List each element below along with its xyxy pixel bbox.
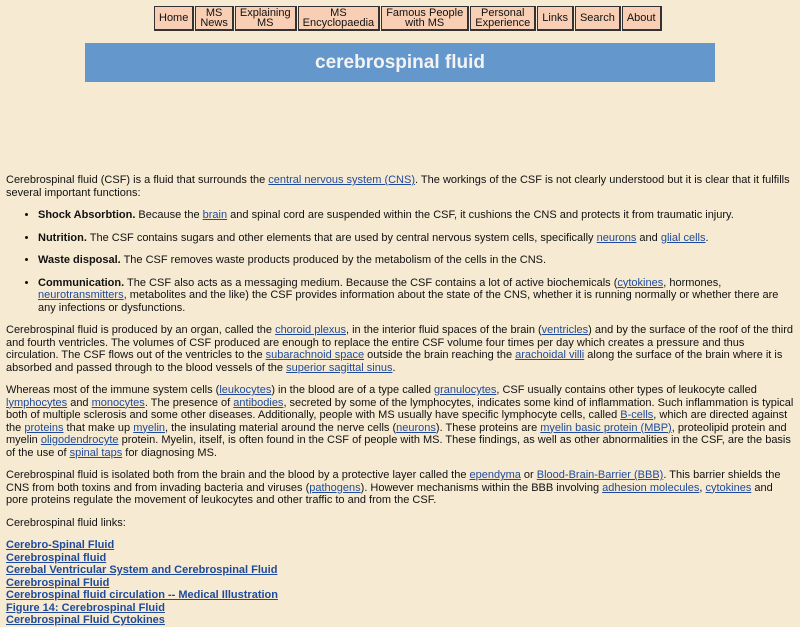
inline-link[interactable]: myelin: [133, 421, 166, 434]
inline-link[interactable]: myelin basic protein (MBP): [540, 421, 672, 434]
article-content: [6, 174, 794, 627]
body-text: The CSF also acts as a messaging medium. Because the CSF contains a lot of active biochemicals (: [124, 276, 618, 289]
nav-button-home[interactable]: Home: [154, 6, 194, 31]
body-text: Cerebrospinal fluid links:: [6, 516, 126, 529]
paragraph: [6, 324, 794, 374]
body-text: . This barrier shields the CNS from both toxins and from invading bacteria and viruses (: [6, 469, 781, 494]
page-title: cerebrospinal fluid: [85, 43, 715, 82]
inline-link[interactable]: arachoidal villi: [515, 349, 585, 361]
inline-link[interactable]: neurons: [596, 231, 637, 244]
inline-link[interactable]: B-cells: [620, 409, 654, 421]
body-text: ) in the blood are of a type called: [271, 384, 434, 396]
body-text: , metabolites and the like) the CSF provides information about the state of the CNS, whether it is running normally or whether there are any infections or dysfunctions.: [38, 289, 779, 314]
inline-link[interactable]: subarachnoid space: [265, 349, 365, 361]
resource-link[interactable]: Cerebrospinal fluid circulation -- Medical Illustration: [6, 589, 278, 601]
resource-link[interactable]: Cerebrospinal Fluid: [6, 576, 110, 589]
inline-link[interactable]: ependyma: [469, 469, 521, 481]
body-text: and: [67, 396, 92, 409]
body-text: , CSF usually contains other types of leukocyte called: [496, 384, 757, 396]
function-heading: Waste disposal.: [38, 254, 121, 266]
intro-paragraph: [6, 174, 794, 199]
body-text: The CSF contains sugars and other elements that are used by central nervous system cells, specifically: [86, 231, 597, 244]
body-text: The CSF removes waste products produced by the metabolism of the cells in the CNS.: [120, 254, 547, 266]
paragraph: [6, 469, 794, 507]
function-item: [38, 209, 794, 222]
external-links-list: [6, 539, 794, 627]
body-text: . The workings of the CSF is not clearly understood but it is clear that it fulfills several important functions:: [6, 174, 790, 199]
paragraph: [6, 517, 794, 530]
body-text: and spinal cord are suspended within the CSF, it cushions the CNS and protects it from traumatic injury.: [227, 209, 734, 221]
body-text: Because the: [135, 209, 203, 221]
body-text: outside the brain reaching the: [364, 349, 516, 361]
body-text: .: [392, 361, 396, 374]
function-item: [38, 277, 794, 315]
inline-link[interactable]: ventricles: [541, 324, 589, 336]
inline-link[interactable]: glial cells: [660, 231, 706, 244]
inline-link[interactable]: Blood-Brain-Barrier (BBB): [536, 469, 664, 481]
function-item: [38, 254, 794, 267]
body-text: ). However mechanisms within the BBB involving: [360, 481, 603, 494]
inline-link[interactable]: lymphocytes: [6, 396, 68, 409]
nav-button-about[interactable]: About: [622, 6, 662, 31]
inline-link[interactable]: adhesion molecules: [602, 481, 700, 494]
inline-link[interactable]: pathogens: [309, 481, 361, 494]
function-item: [38, 232, 794, 245]
function-heading: Nutrition.: [38, 231, 87, 244]
nav-button-explaining-ms[interactable]: Explaining MS: [235, 6, 297, 31]
nav-button-links[interactable]: Links: [537, 6, 574, 31]
body-text: ) and by the surface of the roof of the third and fourth ventricles. The volumes of CSF produced are enough to replace the entire CSF volume four times per day which creates a pressure and thus circulation. The CSF flows out of the ventricles to the: [6, 324, 793, 361]
body-text: protein. Myelin, itself, is often found in the CSF of people with MS. These findings, as well as other abnormalities in the CSF, are the basis of the use of: [6, 434, 791, 459]
functions-list: [6, 209, 794, 314]
body-text: , which are directed against the: [6, 409, 788, 434]
resource-link[interactable]: Cerebro-Spinal Fluid: [6, 539, 115, 551]
top-navigation: [154, 6, 663, 31]
inline-link[interactable]: superior sagittal sinus: [286, 361, 393, 374]
resource-link[interactable]: Cerebal Ventricular System and Cerebrospinal Fluid: [6, 564, 278, 576]
inline-link[interactable]: monocytes: [91, 396, 145, 409]
inline-link[interactable]: cytokines: [705, 481, 752, 494]
paragraph: [6, 384, 794, 459]
body-text: , secreted by some of the lymphocytes, indicates some kind of inflammation. Such inflammation is typical both of multiple sclerosis and some other diseases. Additionally, people with MS usually have specific lymphocyte cells, called: [6, 396, 794, 421]
body-text: or: [520, 469, 537, 481]
inline-link[interactable]: neurotransmitters: [38, 289, 124, 301]
resource-link[interactable]: Cerebrospinal fluid: [6, 551, 107, 564]
resource-link[interactable]: Cerebrospinal Fluid Cytokines: [6, 614, 165, 626]
body-text: Whereas most of the immune system cells (: [6, 384, 220, 396]
body-text: ,: [699, 481, 706, 494]
inline-link[interactable]: central nervous system (CNS): [268, 174, 416, 186]
inline-link[interactable]: choroid plexus: [275, 324, 346, 336]
body-text: ). These proteins are: [435, 421, 541, 434]
body-text: and pore proteins regulate the movement of leukocytes and other traffic to and from the CSF.: [6, 481, 773, 506]
inline-link[interactable]: brain: [202, 209, 228, 221]
function-heading: Communication.: [38, 276, 125, 289]
nav-button-search[interactable]: Search: [575, 6, 621, 31]
inline-link[interactable]: antibodies: [233, 396, 284, 409]
inline-link[interactable]: spinal taps: [69, 446, 123, 459]
body-text: Cerebrospinal fluid (CSF) is a fluid that surrounds the: [6, 174, 269, 186]
body-text: . The presence of: [144, 396, 234, 409]
nav-button-ms-encyclopaedia[interactable]: MS Encyclopaedia: [298, 6, 381, 31]
body-text: , proteolipid protein and myelin: [6, 421, 787, 446]
inline-link[interactable]: proteins: [24, 421, 64, 434]
nav-button-famous-people-with-ms[interactable]: Famous People with MS: [381, 6, 469, 31]
body-text: along the surface of the brain where it is absorbed and passed through to the blood vessels of the: [6, 349, 783, 374]
function-heading: Shock Absorbtion.: [38, 209, 136, 221]
body-paragraphs: [6, 324, 794, 529]
inline-link[interactable]: granulocytes: [434, 384, 497, 396]
body-text: .: [705, 231, 709, 244]
body-text: Cerebrospinal fluid is isolated both from the brain and the blood by a protective layer called the: [6, 469, 470, 481]
inline-link[interactable]: leukocytes: [219, 384, 272, 396]
body-text: , hormones,: [663, 276, 722, 289]
nav-button-ms-news[interactable]: MS News: [195, 6, 234, 31]
body-text: that make up: [63, 421, 134, 434]
nav-button-personal-experience[interactable]: Personal Experience: [470, 6, 536, 31]
resource-link[interactable]: Figure 14: Cerebrospinal Fluid: [6, 601, 165, 614]
inline-link[interactable]: cytokines: [617, 276, 664, 289]
inline-link[interactable]: oligodendrocyte: [40, 434, 119, 446]
body-text: Cerebrospinal fluid is produced by an organ, called the: [6, 324, 276, 336]
body-text: and: [636, 231, 661, 244]
body-text: for diagnosing MS.: [122, 446, 217, 459]
inline-link[interactable]: neurons: [396, 421, 436, 434]
body-text: , in the interior fluid spaces of the brain (: [346, 324, 542, 336]
body-text: , the insulating material around the nerve cells (: [165, 421, 397, 434]
